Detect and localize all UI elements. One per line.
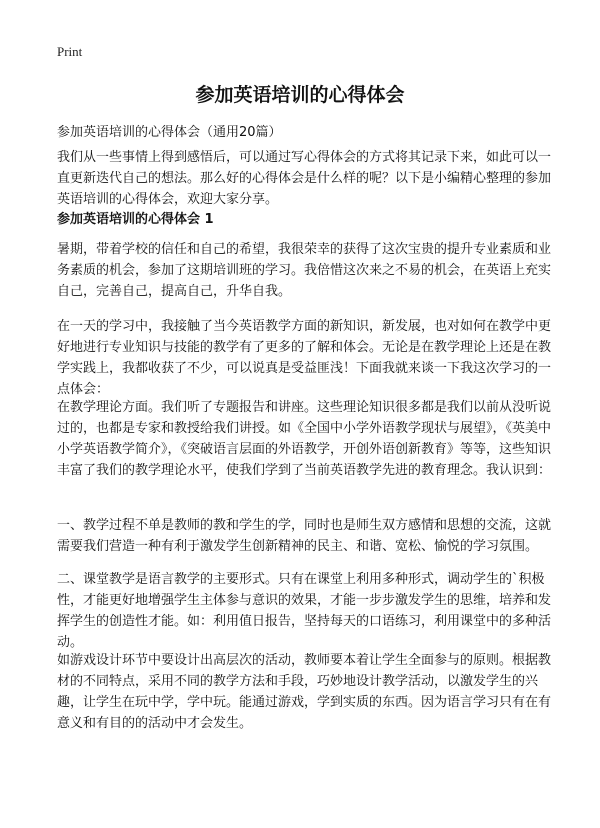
intro-paragraph: 我们从一些事情上得到感悟后，可以通过写心得体会的方式将其记录下来，如此可以一直更新迭代自己的想法。那么好的心得体会是什么样的呢？以下是小编精心整理的参加英语培训的心得体会，欢迎大家分享。 bbox=[57, 150, 552, 207]
body-paragraph-6: 如游戏设计环节中要设计出高层次的活动，教师要本着让学生全面参与的原则。根据教材的不同特点，采用不同的教学方法和手段，巧妙地设计教学活动，以激发学生的兴趣，让学生在玩中学，学中玩。能通过游戏，学到实质的东西。因为语言学习只有在有意义和有目的的活动中才会发生。 bbox=[57, 653, 552, 731]
section-heading: 参加英语培训的心得体会 1 bbox=[57, 212, 214, 227]
body-paragraph-4: 一、教学过程不单是教师的教和学生的学，同时也是师生双方感情和思想的交流，这就需要我们营造一种有利于激发学生创新精神的民主、和谐、宽松、愉悦的学习氛围。 bbox=[57, 518, 552, 554]
body-paragraph-5: 二、课堂教学是语言教学的主要形式。只有在课堂上利用多种形式，调动学生的`积极性，才能更好地增强学生主体参与意识的效果，才能一步步激发学生的思维，培养和发挥学生的创造性才能。如：利用值日报告，坚持每天的口语练习，利用课堂中的多种活动。 bbox=[57, 572, 552, 650]
document-subtitle: 参加英语培训的心得体会（通用20篇） bbox=[57, 125, 282, 140]
body-paragraph-1: 暑期，带着学校的信任和自己的希望，我很荣幸的获得了这次宝贵的提升专业素质和业务素质的机会，参加了这期培训班的学习。我倍惜这次来之不易的机会，在英语上充实自己，完善自己，提高自己，升华自我。 bbox=[57, 242, 552, 299]
page-title: 参加英语培训的心得体会 bbox=[195, 84, 405, 106]
body-paragraph-2: 在一天的学习中，我接触了当今英语教学方面的新知识，新发展，也对如何在教学中更好地进行专业知识与技能的教学有了更多的了解和体会。无论是在教学理论上还是在教学实践上，我都收获了不少，可以说真是受益匪浅！下面我就来谈一下我这次学习的一点体会： bbox=[57, 319, 552, 397]
body-paragraph-3: 在教学理论方面。我们听了专题报告和讲座。这些理论知识很多都是我们以前从没听说过的，也都是专家和教授给我们讲授。如《全国中小学外语教学现状与展望》，《英美中小学英语教学简介》，《突破语言层面的外语教学，开创外语创新教育》等等，这些知识丰富了我们的教学理论水平，使我们学到了当前英语教学先进的教育理念。我认识到： bbox=[57, 400, 552, 478]
print-link[interactable]: Print bbox=[57, 44, 83, 59]
